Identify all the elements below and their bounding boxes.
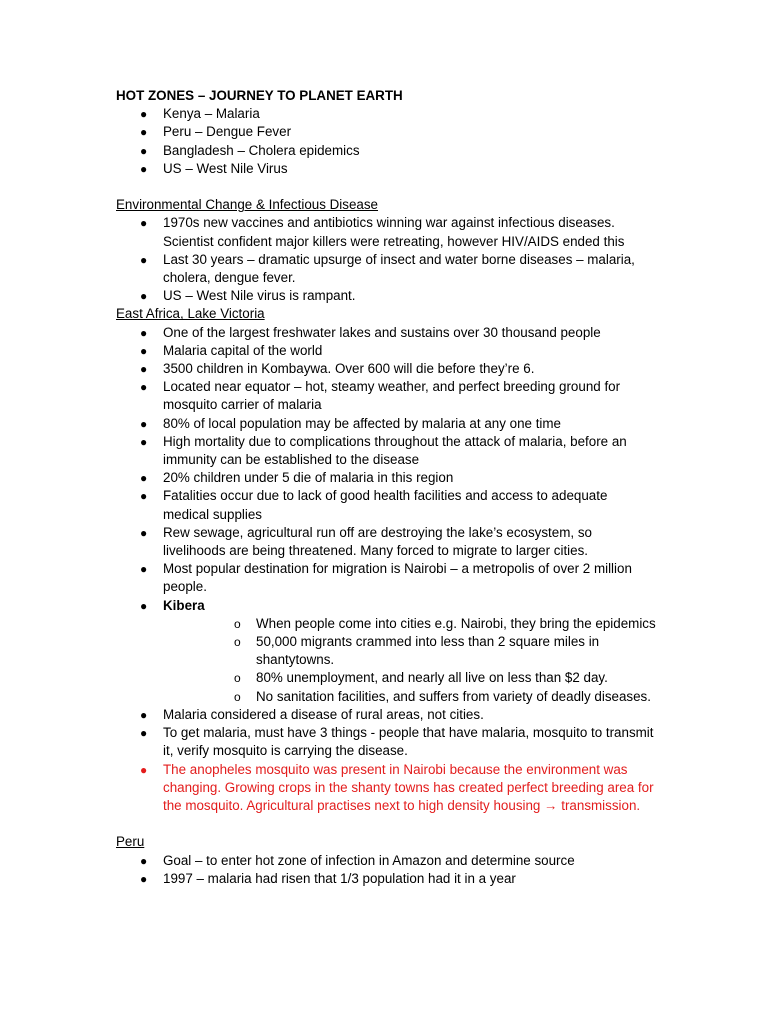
list-item: ● Fatalities occur due to lack of good health facilities and access to adequate medical supplies [140,488,608,522]
sub-bullet-icon: o [234,635,241,650]
bullet-icon: ● [140,380,148,395]
peru-list [116,852,656,888]
bullet-icon: ● [140,343,148,358]
sub-list-item: o 50,000 migrants crammed into less than 2 square miles in shantytowns. [234,634,600,668]
sub-bullet-icon: o [234,616,241,631]
bullet-icon: ● [140,289,148,304]
sub-list-item: o No sanitation facilities, and suffers from variety of deadly diseases. [163,688,656,706]
sub-list-item: o When people come into cities e.g. Nairobi, they bring the epidemics [163,615,656,633]
list-item: ● Malaria considered a disease of rural areas, not cities. [116,706,656,724]
kibera-label: Kibera [163,597,205,613]
bullet-icon: ● [140,525,148,540]
list-item: ● US – West Nile virus is rampant. [116,287,656,305]
list-item: ● US – West Nile Virus [116,160,656,178]
sub-bullet-icon: o [234,671,241,686]
bullet-icon: ● [140,489,148,504]
bullet-icon: ● [140,562,148,577]
list-item: ● 80% of local population may be affected by malaria at any one time [116,415,656,433]
bullet-icon: ● [140,871,148,886]
sub-list-item: o 80% unemployment, and nearly all live on less than $2 day. [163,669,656,687]
list-item: ● Located near equator – hot, steamy weather, and perfect breeding ground for mosquito carrier of malaria [140,379,621,413]
env-list [116,214,656,305]
list-item: ● High mortality due to complications throughout the attack of malaria, before an immunity can be established to the disease [140,433,627,468]
bullet-icon: ● [140,707,148,722]
bullet-icon: ● [140,853,148,868]
list-item-highlighted: ● The anopheles mosquito was present in Nairobi because the environment was changing. Growing crops in the shanty towns has created perfect breeding area for the mosquito. Agricultural practises next to high density housing → transmission. [140,761,654,813]
bullet-icon: ● [140,434,148,449]
bullet-icon: ● [140,216,148,231]
bullet-icon: ● [140,252,148,267]
bullet-icon: ● [140,598,148,613]
list-item: ● 3500 children in Kombaywa. Over 600 will die before they’re 6. [116,360,656,378]
section-heading-east-africa: East Africa, Lake Victoria [116,306,265,322]
bullet-icon: ● [140,416,148,431]
bullet-icon: ● [140,471,148,486]
list-item: ● 20% children under 5 die of malaria in this region [116,469,656,487]
list-item: ● Rew sewage, agricultural run off are destroying the lake’s ecosystem, so livelihoods are being threatened. Many forced to migrate to larger cities. [140,524,592,559]
bullet-icon: ● [140,762,148,777]
list-item: ● 1970s new vaccines and antibiotics winning war against infectious diseases. Scientist confident major killers were retreating, however HIV/AIDS ended this [140,215,625,249]
section-heading-peru: Peru [116,834,145,850]
east-africa-list [116,324,656,815]
list-item: ● Bangladesh – Cholera epidemics [116,142,656,160]
list-item: ● Kenya – Malaria [116,105,656,123]
bullet-icon: ● [140,143,148,158]
list-item: ● Malaria capital of the world [116,342,656,360]
list-item: ● To get malaria, must have 3 things - people that have malaria, mosquito to transmit it, verify mosquito is carrying the disease. [140,725,654,759]
hot-zones-list [116,105,656,178]
list-item: ● 1997 – malaria had risen that 1/3 population had it in a year [116,870,656,888]
list-item: ● Goal – to enter hot zone of infection in Amazon and determine source [116,852,656,870]
list-item: ● Peru – Dengue Fever [116,123,656,141]
bullet-icon: ● [140,161,148,176]
arrow-right-icon: → [544,797,558,813]
list-item: ● Last 30 years – dramatic upsurge of insect and water borne diseases – malaria, cholera, dengue fever. [140,251,635,286]
section-heading-environmental-change: Environmental Change & Infectious Disease [116,197,379,213]
list-item: ● Most popular destination for migration is Nairobi – a metropolis of over 2 million people. [140,561,632,595]
bullet-icon: ● [140,362,148,377]
bullet-icon: ● [140,726,148,741]
document-content [116,87,656,888]
bullet-icon: ● [140,125,148,140]
document-title: HOT ZONES – JOURNEY TO PLANET EARTH [116,88,403,103]
bullet-icon: ● [140,107,148,122]
list-item: ● One of the largest freshwater lakes and sustains over 30 thousand people [116,324,656,342]
sub-bullet-icon: o [234,689,241,704]
kibera-sublist [163,615,656,706]
list-item-kibera [116,597,656,706]
bullet-icon: ● [140,325,148,340]
